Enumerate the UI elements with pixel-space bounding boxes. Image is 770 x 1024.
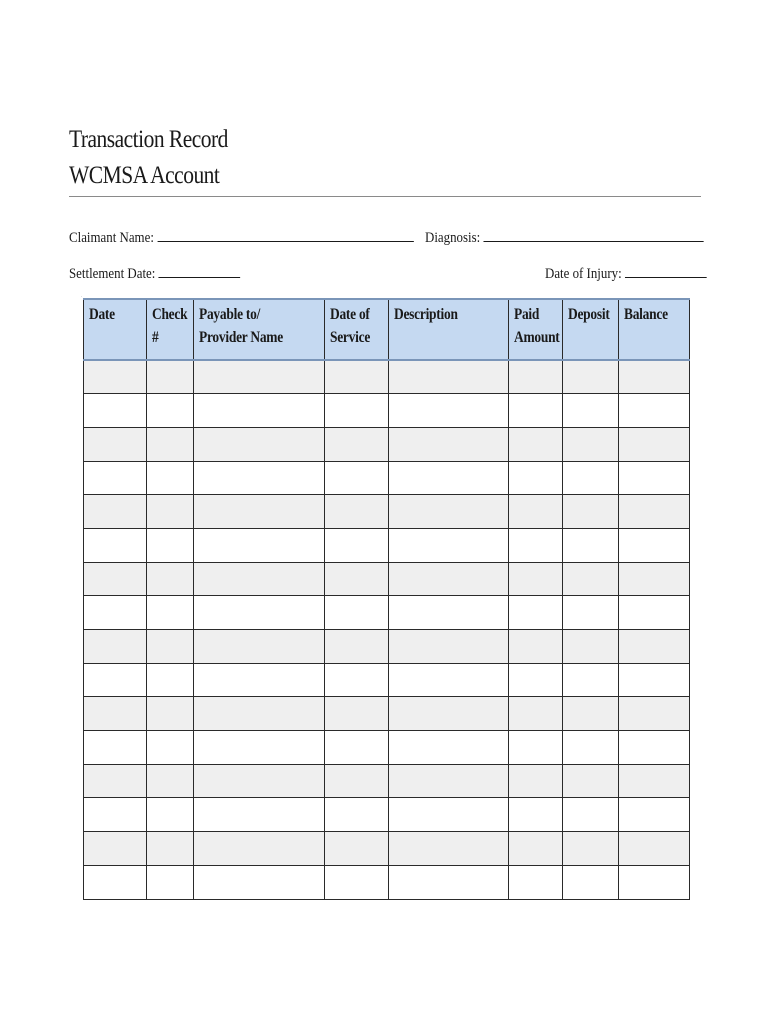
table-cell[interactable] (619, 798, 690, 832)
table-cell[interactable] (194, 764, 325, 798)
table-row (84, 360, 690, 394)
date-of-injury-blank[interactable] (625, 263, 707, 278)
table-cell[interactable] (563, 528, 619, 562)
table-cell[interactable] (194, 663, 325, 697)
column-header-description: Description (389, 299, 509, 360)
table-cell[interactable] (563, 865, 619, 899)
column-header-balance: Balance (619, 299, 690, 360)
table-row (84, 596, 690, 630)
table-cell[interactable] (619, 663, 690, 697)
table-cell[interactable] (563, 461, 619, 495)
table-cell[interactable] (389, 865, 509, 899)
table-cell[interactable] (325, 360, 389, 394)
table-cell[interactable] (389, 764, 509, 798)
table-cell[interactable] (389, 495, 509, 529)
table-cell[interactable] (194, 832, 325, 866)
table-cell[interactable] (389, 394, 509, 428)
table-cell[interactable] (194, 562, 325, 596)
document-title (69, 122, 254, 194)
table-cell[interactable] (619, 427, 690, 461)
table-cell[interactable] (509, 461, 563, 495)
table-cell[interactable] (147, 663, 194, 697)
table-cell[interactable] (619, 528, 690, 562)
table-cell[interactable] (147, 798, 194, 832)
table-cell[interactable] (84, 360, 147, 394)
table-row (84, 663, 690, 697)
table-cell[interactable] (563, 798, 619, 832)
table-cell[interactable] (563, 360, 619, 394)
table-body (84, 360, 690, 899)
table-row (84, 562, 690, 596)
table-row (84, 630, 690, 664)
table-cell[interactable] (325, 697, 389, 731)
table-cell[interactable] (147, 832, 194, 866)
table-cell[interactable] (84, 764, 147, 798)
table-cell[interactable] (619, 764, 690, 798)
table-cell[interactable] (147, 394, 194, 428)
corner-mark: . (81, 294, 83, 299)
transaction-table (83, 298, 690, 900)
table-cell[interactable] (325, 394, 389, 428)
column-header-check: Check # (147, 299, 194, 360)
table-row (84, 832, 690, 866)
table-cell[interactable] (147, 731, 194, 765)
table-cell[interactable] (509, 562, 563, 596)
table-cell[interactable] (325, 427, 389, 461)
table-cell[interactable] (619, 495, 690, 529)
title-line-2: WCMSA Account (69, 162, 220, 189)
table-cell[interactable] (619, 360, 690, 394)
table-cell[interactable] (389, 528, 509, 562)
table-cell[interactable] (147, 596, 194, 630)
table-cell[interactable] (84, 394, 147, 428)
settlement-date-field[interactable] (69, 263, 240, 283)
table-cell[interactable] (389, 731, 509, 765)
table-row (84, 697, 690, 731)
table-cell[interactable] (389, 697, 509, 731)
table-cell[interactable] (509, 394, 563, 428)
table-row (84, 865, 690, 899)
table-cell[interactable] (84, 495, 147, 529)
table-cell[interactable] (389, 630, 509, 664)
table-cell[interactable] (509, 360, 563, 394)
date-of-injury-field[interactable] (545, 263, 707, 283)
column-header-deposit: Deposit (563, 299, 619, 360)
table-cell[interactable] (509, 697, 563, 731)
table-cell[interactable] (563, 832, 619, 866)
table-row (84, 427, 690, 461)
table-cell[interactable] (194, 495, 325, 529)
table-cell[interactable] (147, 495, 194, 529)
table-cell[interactable] (84, 798, 147, 832)
table-cell[interactable] (84, 596, 147, 630)
table-cell[interactable] (389, 663, 509, 697)
table-cell[interactable] (563, 764, 619, 798)
table-cell[interactable] (147, 360, 194, 394)
table-cell[interactable] (147, 764, 194, 798)
table-cell[interactable] (194, 427, 325, 461)
settlement-date-blank[interactable] (159, 263, 241, 278)
table-cell[interactable] (619, 596, 690, 630)
table-cell[interactable] (619, 865, 690, 899)
table-cell[interactable] (509, 427, 563, 461)
table-cell[interactable] (325, 764, 389, 798)
table-cell[interactable] (563, 697, 619, 731)
table-cell[interactable] (509, 495, 563, 529)
table-cell[interactable] (325, 562, 389, 596)
diagnosis-field[interactable] (425, 227, 704, 247)
table-cell[interactable] (619, 394, 690, 428)
table-cell[interactable] (194, 731, 325, 765)
table-cell[interactable] (194, 360, 325, 394)
settlement-date-label: Settlement Date: (69, 266, 156, 282)
table-cell[interactable] (563, 562, 619, 596)
table-cell[interactable] (84, 562, 147, 596)
table-cell[interactable] (325, 731, 389, 765)
table-cell[interactable] (325, 596, 389, 630)
table-cell[interactable] (194, 798, 325, 832)
table-cell[interactable] (509, 528, 563, 562)
table-cell[interactable] (147, 630, 194, 664)
table-header-row (84, 299, 690, 360)
claimant-name-blank[interactable] (157, 227, 413, 242)
table-cell[interactable] (194, 596, 325, 630)
table-cell[interactable] (619, 461, 690, 495)
table-cell[interactable] (84, 731, 147, 765)
table-cell[interactable] (509, 663, 563, 697)
table-cell[interactable] (509, 798, 563, 832)
table-cell[interactable] (147, 865, 194, 899)
table-cell[interactable] (84, 865, 147, 899)
table-cell[interactable] (194, 528, 325, 562)
table-cell[interactable] (389, 461, 509, 495)
table-cell[interactable] (194, 630, 325, 664)
table-cell[interactable] (84, 461, 147, 495)
table-cell[interactable] (619, 731, 690, 765)
table-cell[interactable] (325, 865, 389, 899)
diagnosis-label: Diagnosis: (425, 230, 481, 246)
table-cell[interactable] (619, 697, 690, 731)
table-row (84, 461, 690, 495)
column-header-date: Date (84, 299, 147, 360)
table-cell[interactable] (194, 461, 325, 495)
table-cell[interactable] (325, 528, 389, 562)
table-row (84, 731, 690, 765)
table-cell[interactable] (194, 865, 325, 899)
table-cell[interactable] (619, 832, 690, 866)
table-cell[interactable] (389, 832, 509, 866)
table-cell[interactable] (563, 427, 619, 461)
table-cell[interactable] (563, 394, 619, 428)
column-header-date-of-service: Date of Service (325, 299, 389, 360)
date-of-injury-label: Date of Injury: (545, 266, 622, 282)
table-cell[interactable] (509, 832, 563, 866)
table-cell[interactable] (509, 764, 563, 798)
table-cell[interactable] (147, 528, 194, 562)
table-row (84, 528, 690, 562)
table-cell[interactable] (194, 697, 325, 731)
title-divider (69, 196, 701, 197)
table-cell[interactable] (147, 697, 194, 731)
table-row (84, 798, 690, 832)
table-cell[interactable] (389, 798, 509, 832)
table-cell[interactable] (389, 596, 509, 630)
table-cell[interactable] (563, 630, 619, 664)
table-cell[interactable] (325, 630, 389, 664)
table-cell[interactable] (147, 461, 194, 495)
table-cell[interactable] (84, 528, 147, 562)
title-line-1: Transaction Record (69, 126, 228, 153)
table-cell[interactable] (84, 832, 147, 866)
table-cell[interactable] (84, 697, 147, 731)
table-cell[interactable] (389, 360, 509, 394)
table-cell[interactable] (325, 495, 389, 529)
claimant-name-label: Claimant Name: (69, 230, 154, 246)
table-cell[interactable] (509, 630, 563, 664)
table-cell[interactable] (325, 461, 389, 495)
table-cell[interactable] (325, 663, 389, 697)
table-cell[interactable] (563, 663, 619, 697)
claimant-name-field[interactable] (69, 227, 414, 247)
table-row (84, 394, 690, 428)
column-header-paid-amount: Paid Amount (509, 299, 563, 360)
table-row (84, 764, 690, 798)
table-cell[interactable] (389, 562, 509, 596)
table-cell[interactable] (563, 596, 619, 630)
table-cell[interactable] (84, 630, 147, 664)
table-cell[interactable] (325, 798, 389, 832)
table-cell[interactable] (509, 865, 563, 899)
table-cell[interactable] (563, 495, 619, 529)
table-cell[interactable] (563, 731, 619, 765)
table-cell[interactable] (147, 427, 194, 461)
table-cell[interactable] (509, 731, 563, 765)
table-row (84, 495, 690, 529)
table-cell[interactable] (84, 427, 147, 461)
table-cell[interactable] (325, 832, 389, 866)
column-header-payable-to: Payable to/ Provider Name (194, 299, 325, 360)
table-cell[interactable] (194, 394, 325, 428)
table-cell[interactable] (619, 562, 690, 596)
table-cell[interactable] (619, 630, 690, 664)
table-cell[interactable] (509, 596, 563, 630)
diagnosis-blank[interactable] (484, 227, 704, 242)
table-cell[interactable] (389, 427, 509, 461)
table-cell[interactable] (84, 663, 147, 697)
table-cell[interactable] (147, 562, 194, 596)
